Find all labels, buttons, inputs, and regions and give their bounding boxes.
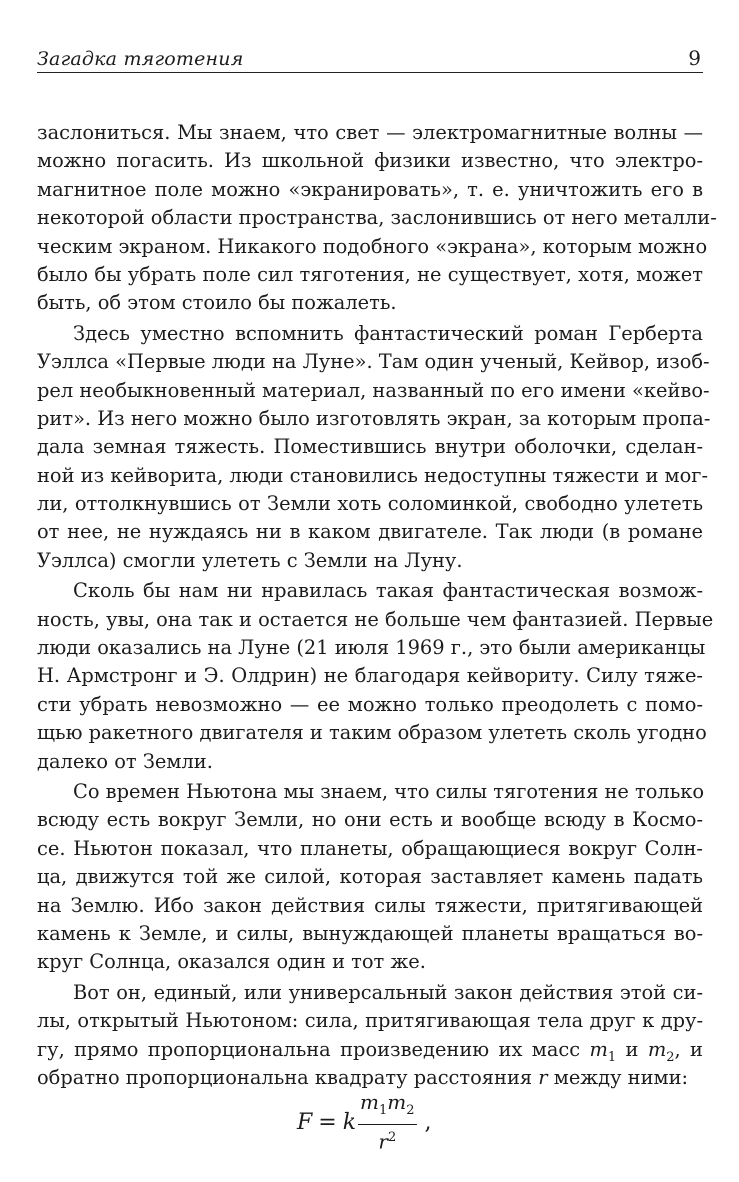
formula-equals: =	[318, 1109, 337, 1135]
text-line: некоторой области пространства, заслонившись от него металли-	[37, 206, 717, 230]
text-line: щью ракетного двигателя и таким образом улететь сколь угодно	[37, 721, 707, 745]
formula-comma: ,	[424, 1109, 432, 1135]
text-line: магнитное поле можно «экранировать», т. е. уничтожить его в	[37, 177, 703, 201]
text-line: на Землю. Ибо закон действия силы тяжести, притягивающей	[37, 893, 703, 917]
text-line: заслониться. Мы знаем, что свет — электромагнитные волны —	[37, 121, 703, 144]
text-line: ной из кейворита, люди становились недоступны тяжести и мог-	[37, 463, 709, 487]
text-line: се. Ньютон показал, что планеты, обращающиеся вокруг Солн-	[37, 836, 703, 860]
paragraph	[37, 979, 703, 1093]
running-header	[37, 46, 703, 73]
text-line: ность, увы, она так и остается не больше чем фантазией. Первые	[37, 607, 714, 631]
text-line: Уэллса «Первые люди на Луне». Там один ученый, Кейвор, изоб-	[37, 350, 710, 374]
text-line: Уэллса) смогли улететь с Земли на Луну.	[37, 548, 463, 572]
text-line: ца, движутся той же силой, которая заставляет камень падать	[37, 865, 703, 889]
text-line: далеко от Земли.	[37, 749, 213, 773]
formula-fraction	[358, 1090, 417, 1154]
text-line: лы, открытый Ньютоном: сила, притягивающая тела друг к дру-	[37, 1009, 703, 1033]
text-line: обратно пропорциональна квадрату расстояния r между ними:	[37, 1065, 689, 1089]
text-line: было бы убрать поле сил тяготения, не существует, хотя, может	[37, 262, 703, 286]
text-line: всюду есть вокруг Земли, но они есть и вообще всюду в Космо-	[37, 808, 703, 832]
text-line: люди оказались на Луне (21 июля 1969 г., это были американцы	[37, 636, 706, 660]
formula-constant: k	[342, 1109, 357, 1135]
paragraph	[37, 577, 714, 776]
paragraph	[37, 320, 711, 576]
text-line: ческим экраном. Никакого подобного «экрана», которым можно	[37, 234, 708, 258]
text-line: камень к Земле, и силы, вынуждающей планеты вращаться во-	[37, 921, 703, 945]
paragraph	[37, 119, 717, 318]
formula-numerator: $m_1m_2$	[358, 1090, 417, 1125]
text-line: быть, об этом стоило бы пожалеть.	[37, 291, 397, 315]
text-line: рит». Из него можно было изготовлять экран, за которым пропа-	[37, 406, 711, 430]
formula-lhs: F	[297, 1109, 313, 1135]
formula-denominator: $r^2$	[378, 1129, 397, 1154]
text-line: от нее, не нуждаясь ни в каком двигателе. Так люди (в романе	[37, 520, 703, 544]
text-line: дала земная тяжесть. Поместившись внутри оболочки, сделан-	[37, 435, 703, 459]
text-line: Сколь бы нам ни нравилась такая фантастическая возмож-	[73, 579, 703, 603]
text-line: Н. Армстронг и Э. Олдрин) не благодаря кейвориту. Силу тяже-	[37, 664, 703, 688]
text-line: сти убрать невозможно — ее можно только преодолеть с помо-	[37, 692, 703, 716]
paragraph	[37, 778, 703, 977]
text-line: Здесь уместно вспомнить фантастический роман Герберта	[73, 321, 703, 345]
text-line: ли, оттолкнувшись от Земли хоть соломинкой, свободно улететь	[37, 492, 703, 516]
chapter-title: Загадка тяготения	[37, 48, 244, 70]
body-text	[37, 119, 717, 1094]
text-line: гу, прямо пропорциональна произведению их масс $m_1$ и $m_2$, и	[37, 1037, 703, 1065]
gravity-formula	[297, 1092, 432, 1152]
text-line: рел необыкновенный материал, названный по его имени «кейво-	[37, 378, 710, 402]
text-line: можно погасить. Из школьной физики известно, что электро-	[37, 149, 703, 173]
text-line: Со времен Ньютона мы знаем, что силы тяготения не только	[73, 779, 705, 803]
text-line: круг Солнца, оказался один и тот же.	[37, 950, 426, 974]
page-number: 9	[688, 46, 701, 70]
text-line: Вот он, единый, или универсальный закон действия этой си-	[73, 980, 703, 1004]
